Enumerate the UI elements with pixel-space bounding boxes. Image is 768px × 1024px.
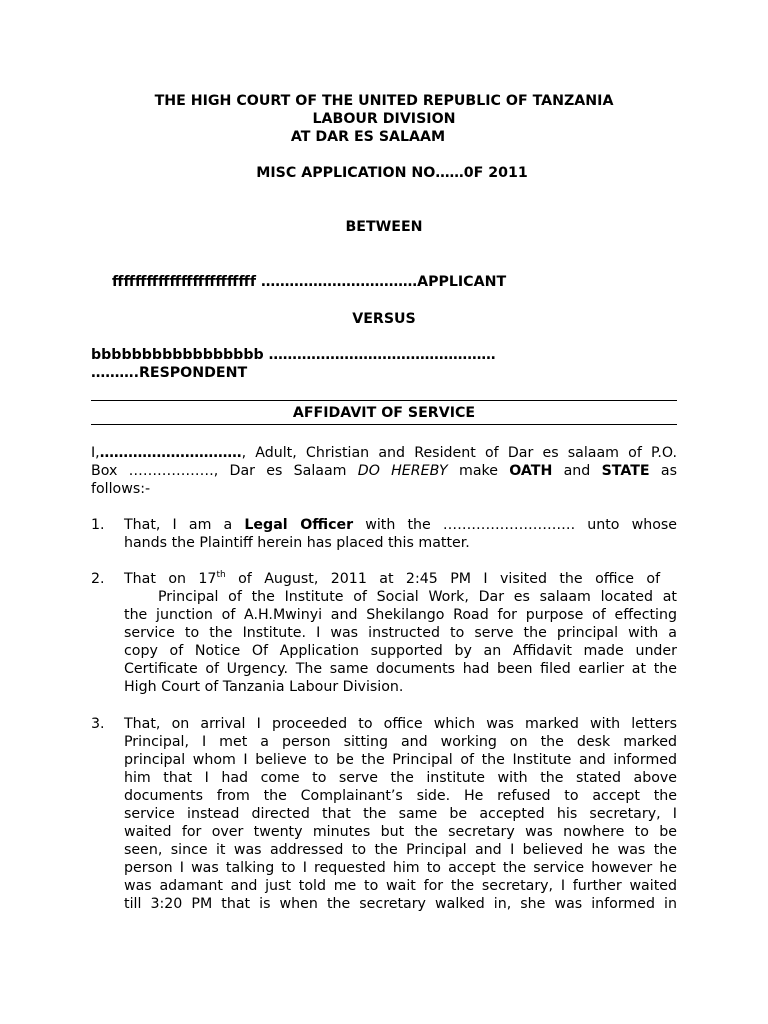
between-heading: BETWEEN <box>345 219 423 235</box>
document-title: AFFIDAVIT OF SERVICE <box>292 405 476 421</box>
court-location: AT DAR ES SALAAM <box>290 129 446 145</box>
item-2-text: That on 17th of August, 2011 at 2:45 PM I visited the office of Principal of the Institute of Social Work, Dar es salaam located at the junction of A.H.Mwinyi and Shekilango Road for purpose of effecting service to the Institute. I was instructed to serve the principal with a copy of Notice Of Application supported by an Affidavit made under Certificate of Urgency. The same documents had been filed earlier at the High Court of Tanzania Labour Division. <box>124 570 677 695</box>
court-name: THE HIGH COURT OF THE UNITED REPUBLIC OF TANZANIA <box>154 93 614 109</box>
application-number: MISC APPLICATION NO……0F 2011 <box>256 165 528 181</box>
respondent-line-1: bbbbbbbbbbbbbbbbb ………………………………………… <box>91 347 496 363</box>
intro-paragraph: I,…………………………, Adult, Christian and Resident of Dar es salaam of P.O. Box ………………, Dar es Salaam DO HEREBY make OATH and STATE as follows:- <box>91 445 677 497</box>
division-name: LABOUR DIVISION <box>312 111 456 127</box>
item-number: 2. <box>91 571 105 587</box>
title-rule-top <box>91 400 677 401</box>
item-1-text: That, I am a Legal Officer with the ………………………. unto whose hands the Plaintiff herein has placed this matter. <box>124 517 677 551</box>
item-3-text: That, on arrival I proceeded to office which was marked with letters Principal, I met a person sitting and working on the desk marked principal whom I believe to be the Principal of the Institute and informed him that I had come to serve the institute with the stated above documents from the Complainant’s side. He refused to accept the service instead directed that the same be accepted his secretary, I waited for over twenty minutes but the secretary was nowhere to be seen, since it was addressed to the Principal and I believed he was the person I was talking to I requested him to accept the service however he was adamant and just told me to wait for the secretary, I further waited till 3:20 PM that is when the secretary walked in, she was informed in <box>124 716 677 912</box>
applicant-line: fffffffffffffffffffffffff ……………………………APPLICANT <box>112 274 507 290</box>
title-rule-bottom <box>91 424 677 425</box>
item-number: 1. <box>91 517 105 533</box>
versus-heading: VERSUS <box>352 311 416 327</box>
item-number: 3. <box>91 716 105 732</box>
respondent-line-2: ……….RESPONDENT <box>91 365 248 381</box>
